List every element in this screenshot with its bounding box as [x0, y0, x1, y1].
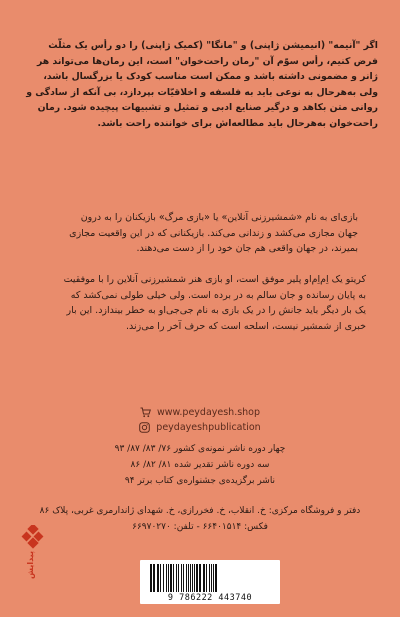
- barcode-bar: [170, 564, 172, 592]
- award-line: سه دوره ناشر تقدیر شده ۸۱/ ۸۲/ ۸۶: [130, 460, 270, 470]
- shopping-cart-icon: [140, 407, 151, 418]
- barcode-bars: [140, 562, 280, 596]
- text-line: به پایان رسانده و جان سالم به در برده است. ولی خیلی طولی نمی‌کشد که: [70, 289, 366, 301]
- website-link[interactable]: www.peydayesh.shop: [156, 407, 261, 418]
- barcode-bar: [163, 564, 164, 592]
- award-line: چهار دوره ناشر نمونه‌ی کشور ۷۶/ ۸۳/ ۸۷/ ۹۳: [114, 444, 286, 454]
- barcode-bar: [215, 564, 217, 592]
- award-line: ناشر برگزیده‌ی جشنواره‌ی کتاب برتر ۹۴: [124, 476, 276, 486]
- barcode-bar: [181, 564, 182, 592]
- barcode-bar: [160, 564, 161, 592]
- publisher-logo: [18, 525, 48, 583]
- barcode-bar: [178, 564, 179, 592]
- barcode-bar: [176, 564, 177, 592]
- barcode-bar: [211, 564, 212, 592]
- barcode-bar: [209, 564, 210, 592]
- text-line: جهان مجازی می‌کشد و زندانی می‌کند. بازیکنانی که در این واقعیت مجازی: [69, 227, 358, 239]
- text-line: خبری از شمشیر نیست، اسلحه است که حرف آخر را می‌زند.: [126, 320, 366, 332]
- text-line: یک بار دیگر باید جانش را در یک بازی به نام جی‌جی‌او به خطر بیندازد. این بار: [66, 305, 366, 317]
- text-line: روانی متن بکاهد و درگیر صنایع ادبی و تمثیل و تشبیهات پیچیده شود. رمان: [37, 102, 378, 114]
- barcode-digits: 9 786222 443740: [167, 593, 253, 603]
- isbn-barcode: [140, 560, 280, 604]
- synopsis-intro: [22, 38, 378, 132]
- website-row[interactable]: [0, 407, 400, 418]
- barcode-bar: [157, 564, 159, 592]
- barcode-bar: [192, 564, 193, 592]
- barcode-bar: [188, 564, 189, 592]
- text-line: فرض کنیم، رأس سوّم آن "رمان راحت‌خوان" است، این رمان‌ها می‌تواند هر: [36, 55, 378, 67]
- text-line: بمیرند، در جهان واقعی هم جان خود را از دست می‌دهند.: [136, 243, 358, 255]
- instagram-row[interactable]: [0, 422, 400, 433]
- publisher-logo-text: پیدایش: [26, 551, 35, 579]
- barcode-bar: [190, 564, 191, 592]
- barcode-bar: [150, 564, 152, 592]
- text-line: کریتو یک اِم‌اِم‌او پلیر موفق است، او بازی هنر شمشیرزنی آنلاین را با موفقیت: [63, 274, 366, 285]
- text-line: اگر "آنیمه" (انیمیشن ژاپنی) و "مانگا" (کمیک ژاپنی) را دو رأس یک مثلّث: [48, 40, 378, 51]
- publisher-address: دفتر و فروشگاه مرکزی: خ. انقلاب، خ. فخررازی، خ. شهدای ژاندارمری غربی، پلاک ۸۶: [39, 506, 361, 516]
- text-line: بازی‌ای به نام «شمشیرزنی آنلاین» یا «بازی مرگ» بازیکنان را به درون: [80, 212, 358, 223]
- barcode-bar: [153, 564, 155, 592]
- barcode-bar: [213, 564, 214, 592]
- barcode-bar: [196, 564, 198, 592]
- instagram-icon: [139, 422, 150, 433]
- barcode-bar: [186, 564, 187, 592]
- barcode-bar: [173, 564, 174, 592]
- barcode-bar: [183, 564, 184, 592]
- barcode-bar: [203, 564, 205, 592]
- barcode-bar: [199, 564, 201, 592]
- synopsis-kirito: [34, 272, 366, 334]
- barcode-bar: [166, 564, 167, 592]
- barcode-bar: [206, 564, 207, 592]
- synopsis-game: [42, 210, 358, 257]
- text-line: راحت‌خوان به‌هرحال باید مطالعه‌اش برای خواننده راحت باشد.: [97, 117, 378, 129]
- barcode-bar: [194, 564, 195, 592]
- text-line: ژانر و مضمونی داشته باشد و ممکن است مناسب کودک یا بزرگسال باشد،: [43, 71, 378, 83]
- instagram-handle[interactable]: peydayeshpublication: [156, 422, 261, 433]
- barcode-bar: [168, 564, 169, 592]
- text-line: ولی به‌هرحال به نوعی باید به فلسفه و اخلاقیّات بپردازد، بی آنکه از سادگی و: [26, 86, 378, 98]
- publisher-phone: فکس: ۶۶۴۰۱۵۱۴ - تلفن: ۶۶۹۷۰۲۷۰: [132, 522, 268, 532]
